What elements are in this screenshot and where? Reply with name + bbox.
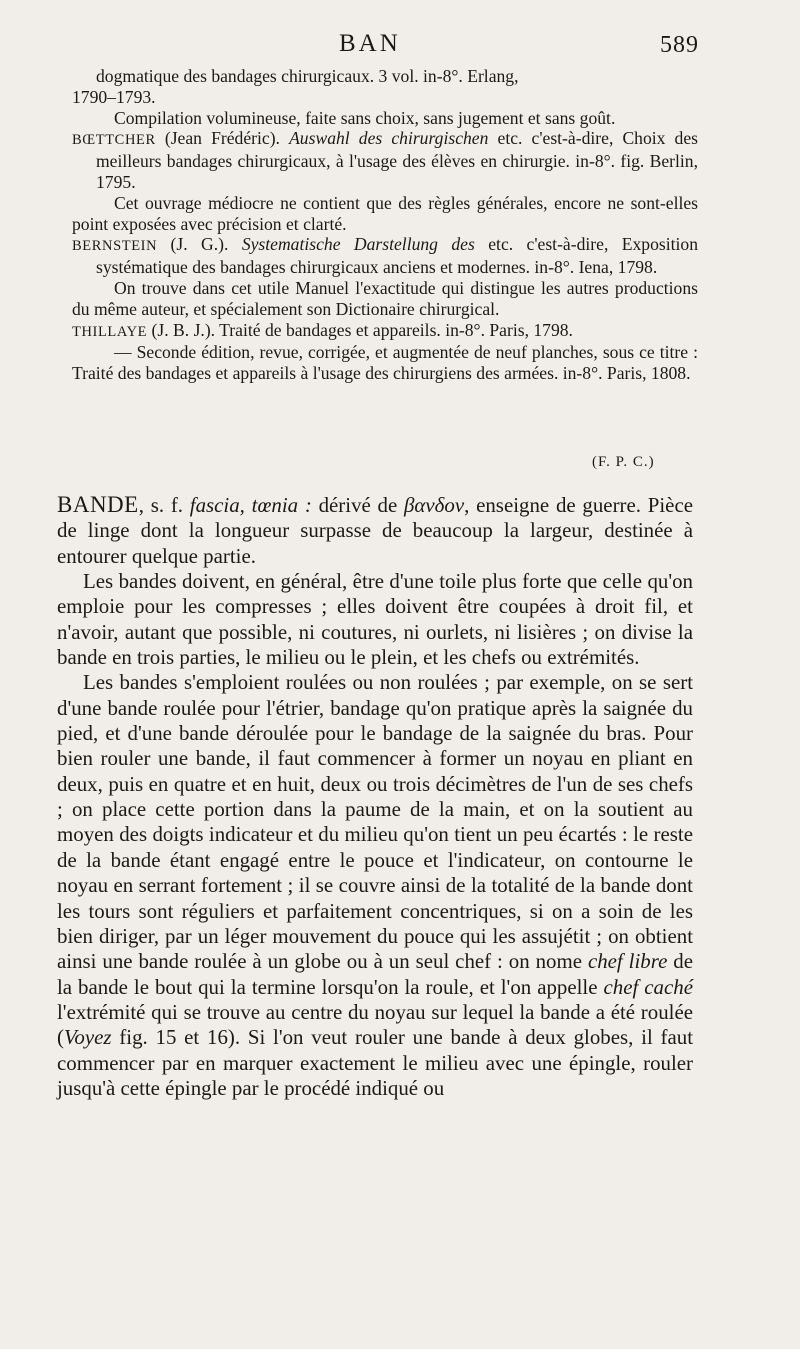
page-number: 589: [660, 32, 699, 58]
bibliography-intro: dogmatique des bandages chirurgicaux. 3 vol. in-8°. Erlang, 1790–1793.: [72, 66, 519, 107]
article-paragraph: Les bandes doivent, en général, être d'une toile plus forte que celle qu'on emploie pour les compresses ; elles doivent être coupées à droit fil, et n'avoir, autant que possible, ni coutures, ni ourlets, ni lisières ; on divise la bande en trois parties, le milieu ou le plein, et les chefs ou extrémités.: [57, 569, 693, 670]
bibliography-entry: BŒTTCHER (Jean Frédéric). Auswahl des chirurgischen etc. c'est-à-dire, Choix des meilleurs bandages chirurgicaux, à l'usage des élèves en chirurgie. in-8°. fig. Berlin, 1795.: [72, 128, 699, 192]
term-chef-libre: chef libre: [587, 949, 668, 974]
entry-title: Systematische Darstellung des: [241, 234, 475, 255]
entry-title: Auswahl des chirurgischen: [289, 128, 489, 149]
entry-note: Cet ouvrage médiocre ne contient que des règles générales, encore ne sont-elles point exposées avec précision et clarté.: [72, 192, 698, 234]
greek-term: βανδον: [404, 493, 465, 517]
entry-author: BERNSTEIN: [72, 238, 158, 255]
voyez-reference: Voyez: [63, 1025, 112, 1050]
bibliography-entry: BERNSTEIN (J. G.). Systematische Darstellung des etc. c'est-à-dire, Exposition systématique des bandages chirurgicaux anciens et modernes. in-8°. Iena, 1798.: [72, 234, 698, 278]
entry-note: On trouve dans cet utile Manuel l'exactitude qui distingue les autres productions du même auteur, et spécialement son Dictionaire chirurgical.: [72, 277, 698, 319]
headword: BANDE: [57, 492, 139, 517]
running-header: [0, 30, 800, 64]
article-bande: [57, 492, 693, 1101]
entry-author: BŒTTCHER: [72, 132, 156, 149]
latin-term: fascia, tœnia :: [189, 493, 312, 517]
running-title: BAN: [339, 30, 401, 57]
author-signature: (F. P. C.): [592, 454, 655, 470]
bibliography-block: [72, 66, 698, 384]
article-paragraph: Les bandes s'emploient roulées ou non roulées ; par exemple, on se sert d'une bande roulée pour l'étrier, bandage qu'on pratique après la saignée du pied, et d'une bande déroulée pour le bandage de la saignée du bras. Pour bien rouler une bande, il faut commencer à former un noyau en pliant en deux, puis en quatre et en huit, deux ou trois décimètres de l'un de ses chefs ; on place cette portion dans la paume de la main, et on la soutient au moyen des doigts indicateur et du milieu qu'on tient un peu écartés : le reste de la bande étant engagé entre le pouce et l'indicateur, on contourne le noyau en serrant fortement ; il se couvre ainsi de la totalité de la bande dont les tours sont réguliers et parfaitement concentriques, si on a soin de les bien diriger, par un léger mouvement du pouce qui les assujétit ; on obtient ainsi une bande roulée à un globe ou à un seul chef : on nome chef libre de la bande le bout qui la termine lorsqu'on la roule, et l'on appelle chef caché l'extrémité qui se trouve au centre du noyau sur lequel la bande a été roulée (Voyez fig. 15 et 16). Si l'on veut rouler une bande à deux globes, il faut commencer par en marquer exactement le milieu avec une épingle, rouler jusqu'à cette épingle par le procédé indiqué ou: [57, 670, 693, 1100]
entry-note: — Seconde édition, revue, corrigée, et augmentée de neuf planches, sous ce titre : Traité des bandages et appareils à l'usage des chirurgiens des armées. in-8°. Paris, 1808.: [72, 342, 698, 384]
bibliography-entry: THILLAYE (J. B. J.). Traité de bandages et appareils. in-8°. Paris, 1798.: [72, 319, 573, 340]
bibliography-note: Compilation volumineuse, faite sans choix, sans jugement et sans goût.: [114, 107, 616, 128]
entry-author: THILLAYE: [72, 323, 148, 340]
article-paragraph: BANDE, s. f. fascia, tœnia : dérivé de βανδον, enseigne de guerre. Pièce de linge dont la longueur surpasse de beaucoup la largeur, destinée à entourer quelque partie.: [57, 492, 693, 568]
term-chef-cache: chef caché: [603, 974, 693, 999]
